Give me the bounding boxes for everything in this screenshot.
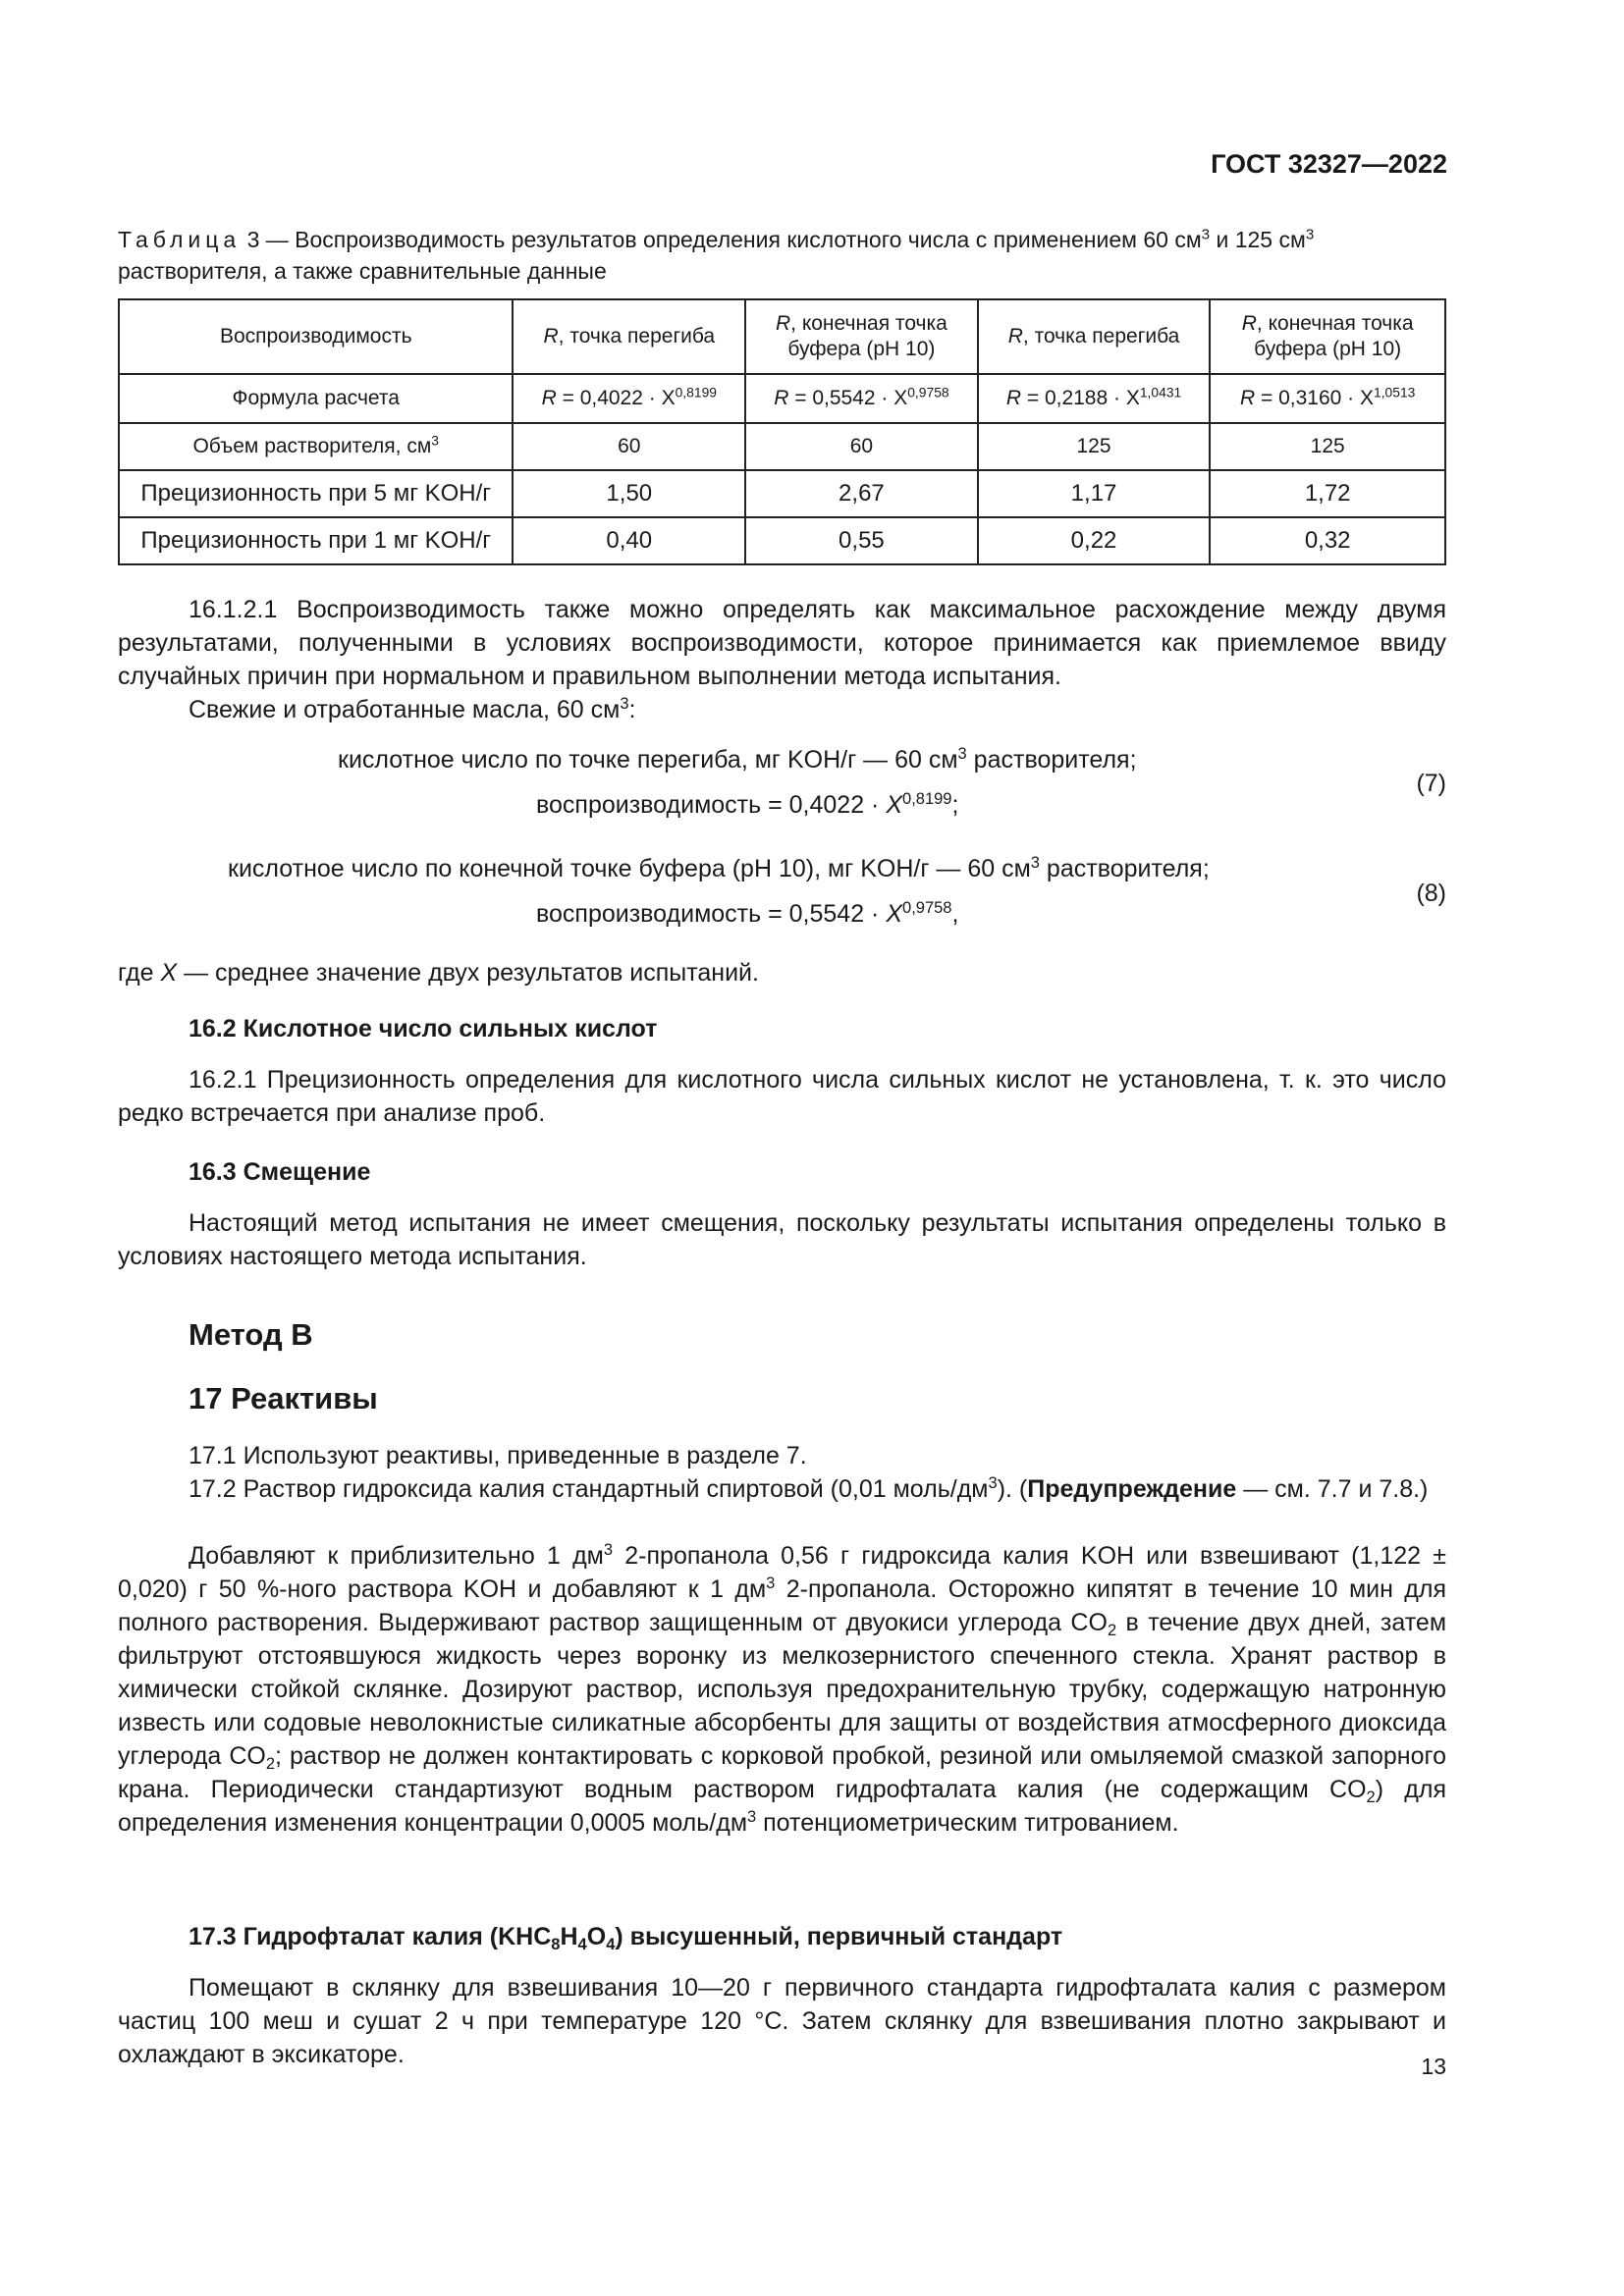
table-cell: 0,32	[1210, 517, 1445, 564]
header-cell: Воспроизводимость	[119, 299, 513, 374]
paragraph-16-2-1: 16.2.1 Прецизионность определения для кислотного числа сильных кислот не установлена, т. к. это число редко встречается при анализе проб.	[118, 1066, 1446, 1127]
paragraph-koh-preparation: Добавляют к приблизительно 1 $дм^3$ 2-пропанола 0,56 г гидроксида калия KOH или взвешивают (1,122 ± 0,020) г 50 %-ного раствора KOH и добавляют к 1 $дм^3$ 2-пропанола. Осторожно кипятят в течение 10 мин для полного растворения. Выдерживают раствор защищенным от двуокиси углерода $CO_2$ в течение двух дней, затем фильтруют отстоявшуюся жидкость через воронку из мелкозернистого спеченного стекла. Хранят раствор в химически стойкой склянке. Дозируют раствор, используя предохранительную трубку, содержащую натронную известь или содовые неволокнистые силикатные абсорбенты для защиты от воздействия атмосферного диоксида углерода $CO_2$; раствор не должен контактировать с корковой пробкой, резиной или омыляемой смазкой запорного крана. Периодически стандартизуют водным раствором гидрофталата калия (не содержащим $CO_2$) для определения изменения концентрации 0,0005 моль/$дм^3$ потенциометрическим титрованием.	[118, 1540, 1447, 1837]
row-label: Формула расчета	[119, 374, 513, 423]
equation-8-line2: воспроизводимость = $0,5542 \cdot X^{0,9758}$,	[536, 898, 959, 928]
method-title: Метод B	[189, 1317, 313, 1352]
formula-cell: $R = 0,2188 \cdot X^{1,0431}$	[978, 374, 1211, 423]
heading-17: 17 Реактивы	[189, 1381, 378, 1415]
formula-cell: $R = 0,3160 \cdot X^{1,0513}$	[1210, 374, 1445, 423]
table-cell: 1,17	[978, 470, 1211, 517]
table-caption: Таблица 3 — Воспроизводимость результатов определения кислотного числа с применением 60 $см^3$ и 125 $см^3$ растворителя, а также сравнительные данные	[118, 226, 1315, 284]
page-number: 13	[1421, 2054, 1446, 2079]
oils-line: Свежие и отработанные масла, 60 $см^3$:	[189, 694, 636, 723]
table-cell: 0,22	[978, 517, 1211, 564]
table-row	[119, 423, 1445, 470]
table-cell: 60	[513, 423, 745, 470]
table-cell: 125	[978, 423, 1211, 470]
formula-cell: $R = 0,5542 \cdot X^{0,9758}$	[745, 374, 978, 423]
heading-17-3: 17.3 Гидрофталат калия $(KHC_8H_4O_4)$ высушенный, первичный стандарт	[189, 1923, 1063, 1953]
table-row	[119, 470, 1445, 517]
table-cell: 2,67	[745, 470, 978, 517]
header-cell: R, конечная точка буфера (pH 10)	[745, 299, 978, 374]
table-cell: 125	[1210, 423, 1445, 470]
table-header-row	[119, 299, 1445, 374]
paragraph-17-1: 17.1 Используют реактивы, приведенные в разделе 7.	[189, 1442, 807, 1469]
header-cell: R, точка перегиба	[513, 299, 745, 374]
caption-text: 3 — Воспроизводимость результатов определения кислотного числа с применением 60 см	[246, 227, 1202, 252]
equation-number-7: (7)	[1416, 770, 1446, 797]
table-cell: 60	[745, 423, 978, 470]
formula-cell: $R = 0,4022 \cdot X^{0,8199}$	[513, 374, 745, 423]
standard-designation: ГОСТ 32327—2022	[1211, 149, 1447, 179]
equation-8-line1: кислотное число по конечной точке буфера (pH 10), мг KOH/г — 60 $см^3$ растворителя;	[228, 853, 1210, 882]
table-cell: 1,72	[1210, 470, 1445, 517]
table-cell: 0,40	[513, 517, 745, 564]
table-label: Таблица	[118, 227, 242, 252]
caption-line2: растворителя, а также сравнительные данные	[118, 258, 607, 284]
header-cell: R, конечная точка буфера (pH 10)	[1210, 299, 1445, 374]
paragraph-17-3: Помещают в склянку для взвешивания 10—20 г первичного стандарта гидрофталата калия с размером частиц 100 меш и сушат 2 ч при температуре 120 °С. Затем склянку для взвешивания плотно закрывают и охлаждают в эксикаторе.	[118, 1974, 1446, 2068]
paragraph-16-3: Настоящий метод испытания не имеет смещения, поскольку результаты испытания определены только в условиях настоящего метода испытания.	[118, 1209, 1446, 1270]
header-cell: R, точка перегиба	[978, 299, 1211, 374]
where-line: где X — среднее значение двух результатов испытаний.	[118, 959, 759, 987]
equation-number-8: (8)	[1416, 880, 1446, 907]
row-label: Прецизионность при 1 мг KOH/г	[119, 517, 513, 564]
table-row	[119, 374, 1445, 423]
equation-7-line1: кислотное число по точке перегиба, мг KOH/г — 60 $см^3$ растворителя;	[338, 744, 1137, 774]
reproducibility-table	[118, 298, 1446, 565]
table-row	[119, 517, 1445, 564]
equation-7-line2: воспроизводимость = $0,4022 \cdot X^{0,8199}$;	[536, 789, 959, 819]
heading-16-3: 16.3 Смещение	[189, 1158, 371, 1186]
table-cell: 0,55	[745, 517, 978, 564]
row-label: Объем растворителя, $см^3$	[119, 423, 513, 470]
heading-16-2: 16.2 Кислотное число сильных кислот	[189, 1015, 658, 1042]
paragraph-17-2: 17.2 Раствор гидроксида калия стандартный спиртовой (0,01 моль/$дм^3$). (Предупреждение — см. 7.7 и 7.8.)	[189, 1473, 1429, 1503]
row-label: Прецизионность при 5 мг KOH/г	[119, 470, 513, 517]
table-cell: 1,50	[513, 470, 745, 517]
paragraph-16-1-2-1: 16.1.2.1 Воспроизводимость также можно определять как максимальное расхождение между двумя результатами, полученными в условиях воспроизводимости, которое принимается как приемлемое ввиду случайных причин при нормальном и правильном выполнении метода испытания.	[118, 596, 1446, 690]
